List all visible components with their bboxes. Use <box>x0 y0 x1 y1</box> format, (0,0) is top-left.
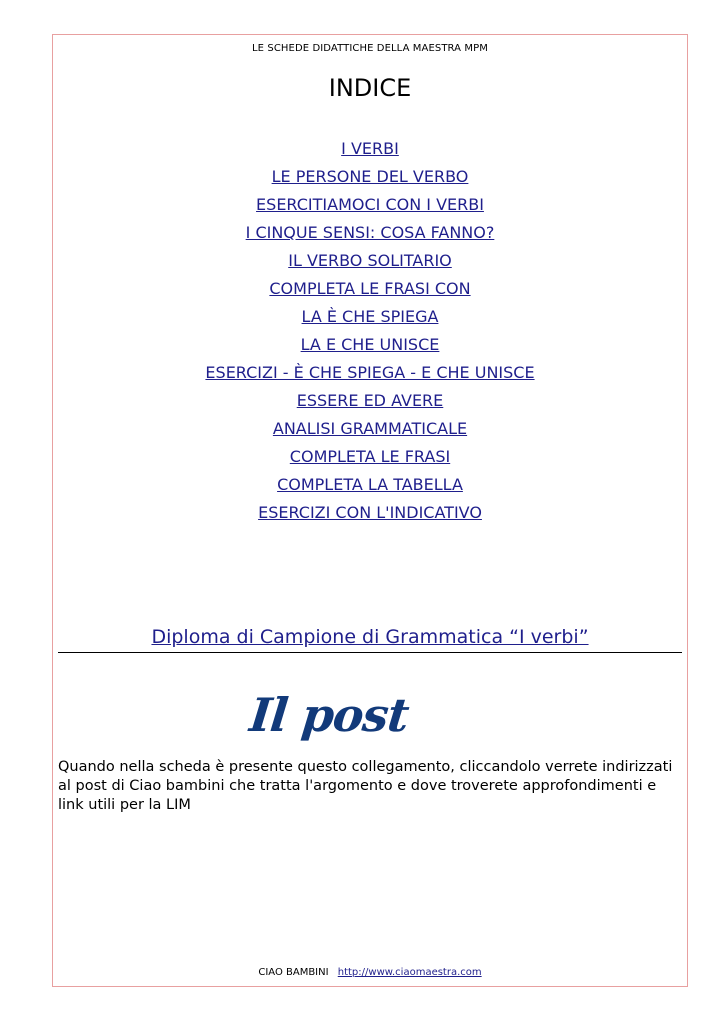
footer-url-link[interactable]: http://www.ciaomaestra.com <box>337 967 482 978</box>
footer-site-name: CIAO BAMBINI <box>258 967 329 978</box>
toc-item <box>52 166 688 194</box>
toc-link-esercizi-con-l-indicativo[interactable]: ESERCIZI CON L'INDICATIVO <box>258 503 482 522</box>
toc-item <box>52 222 688 250</box>
post-description: Quando nella scheda è presente questo collegamento, cliccandolo verrete indirizzati al post di Ciao bambini che tratta l'argomento e dove troverete approfondimenti e link utili per la LIM <box>58 759 673 813</box>
toc-item <box>52 446 688 474</box>
diploma-link[interactable]: Diploma di Campione di Grammatica “I verbi” <box>151 626 589 648</box>
toc-link-i-cinque-sensi[interactable]: I CINQUE SENSI: COSA FANNO? <box>245 223 495 242</box>
divider <box>58 652 682 653</box>
page-footer <box>52 967 688 978</box>
toc-link-la-e-che-spiega[interactable]: LA È CHE SPIEGA <box>301 307 439 326</box>
toc-link-la-e-che-unisce[interactable]: LA E CHE UNISCE <box>300 335 440 354</box>
toc-link-completa-le-frasi[interactable]: COMPLETA LE FRASI <box>289 447 451 466</box>
toc-link-il-verbo-solitario[interactable]: IL VERBO SOLITARIO <box>288 251 452 270</box>
table-of-contents <box>52 138 688 530</box>
toc-item <box>52 418 688 446</box>
toc-item <box>52 306 688 334</box>
toc-link-le-persone-del-verbo[interactable]: LE PERSONE DEL VERBO <box>271 167 469 186</box>
toc-item <box>52 502 688 530</box>
index-title: INDICE <box>328 74 412 102</box>
toc-item <box>52 474 688 502</box>
diploma-section <box>52 626 688 648</box>
toc-link-completa-le-frasi-con[interactable]: COMPLETA LE FRASI CON <box>269 279 471 298</box>
page-header: LE SCHEDE DIDATTICHE DELLA MAESTRA MPM <box>252 43 488 54</box>
toc-item <box>52 194 688 222</box>
toc-link-completa-la-tabella[interactable]: COMPLETA LA TABELLA <box>277 475 463 494</box>
toc-link-esercizi-e-che-spiega-e-che-unisce[interactable]: ESERCIZI - È CHE SPIEGA - E CHE UNISCE <box>205 363 535 382</box>
toc-link-i-verbi[interactable]: I VERBI <box>341 139 399 158</box>
toc-link-esercitiamoci-con-i-verbi[interactable]: ESERCITIAMOCI CON I VERBI <box>256 195 484 214</box>
toc-item <box>52 390 688 418</box>
toc-item <box>52 138 688 166</box>
toc-link-essere-ed-avere[interactable]: ESSERE ED AVERE <box>296 391 444 410</box>
toc-item <box>52 278 688 306</box>
toc-item <box>52 334 688 362</box>
toc-item <box>52 250 688 278</box>
toc-item <box>52 362 688 390</box>
toc-link-analisi-grammaticale[interactable]: ANALISI GRAMMATICALE <box>272 419 468 438</box>
il-post-logo[interactable]: Il post <box>247 688 411 742</box>
